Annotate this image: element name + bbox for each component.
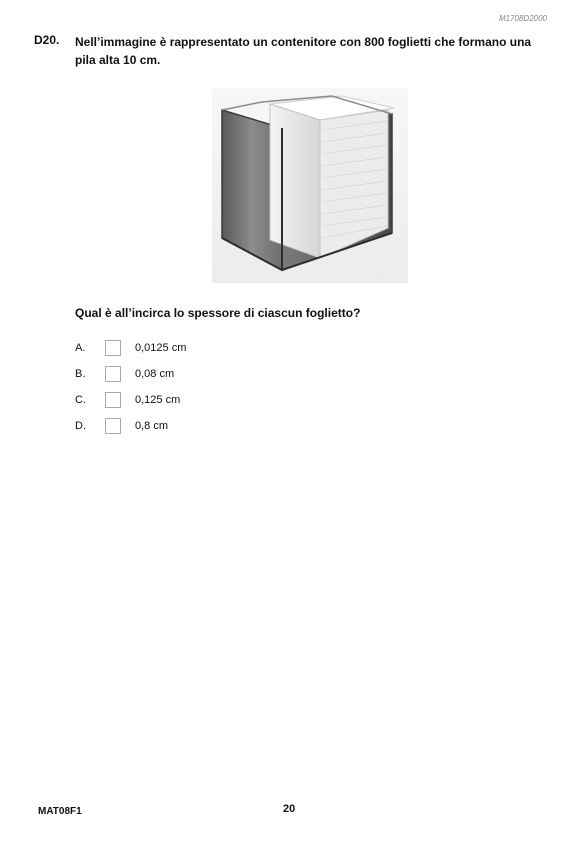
option-value: 0,0125 cm [135, 342, 187, 354]
page-number: 20 [283, 803, 296, 815]
option-letter: A. [75, 342, 86, 354]
option-letter: B. [75, 368, 86, 380]
booklet-code: MAT08F1 [38, 806, 82, 817]
option-letter: C. [75, 394, 86, 406]
option-d-checkbox[interactable] [105, 418, 121, 434]
memo-cube-icon [212, 88, 408, 283]
option-value: 0,125 cm [135, 394, 181, 406]
question-prompt: Qual è all’incirca lo spessore di ciascun foglietto? [75, 306, 361, 320]
item-code: M1708D2000 [498, 14, 547, 23]
option-letter: D. [75, 420, 86, 432]
option-value: 0,8 cm [135, 420, 169, 432]
option-c-checkbox[interactable] [105, 392, 121, 408]
question-number: D20. [34, 33, 60, 47]
question-text: Nell’immagine è rappresentato un contenitore con 800 foglietti che formano una pila alta 10 cm. [75, 35, 532, 67]
option-a-checkbox[interactable] [105, 340, 121, 356]
option-b-checkbox[interactable] [105, 366, 121, 382]
option-value: 0,08 cm [135, 368, 175, 380]
